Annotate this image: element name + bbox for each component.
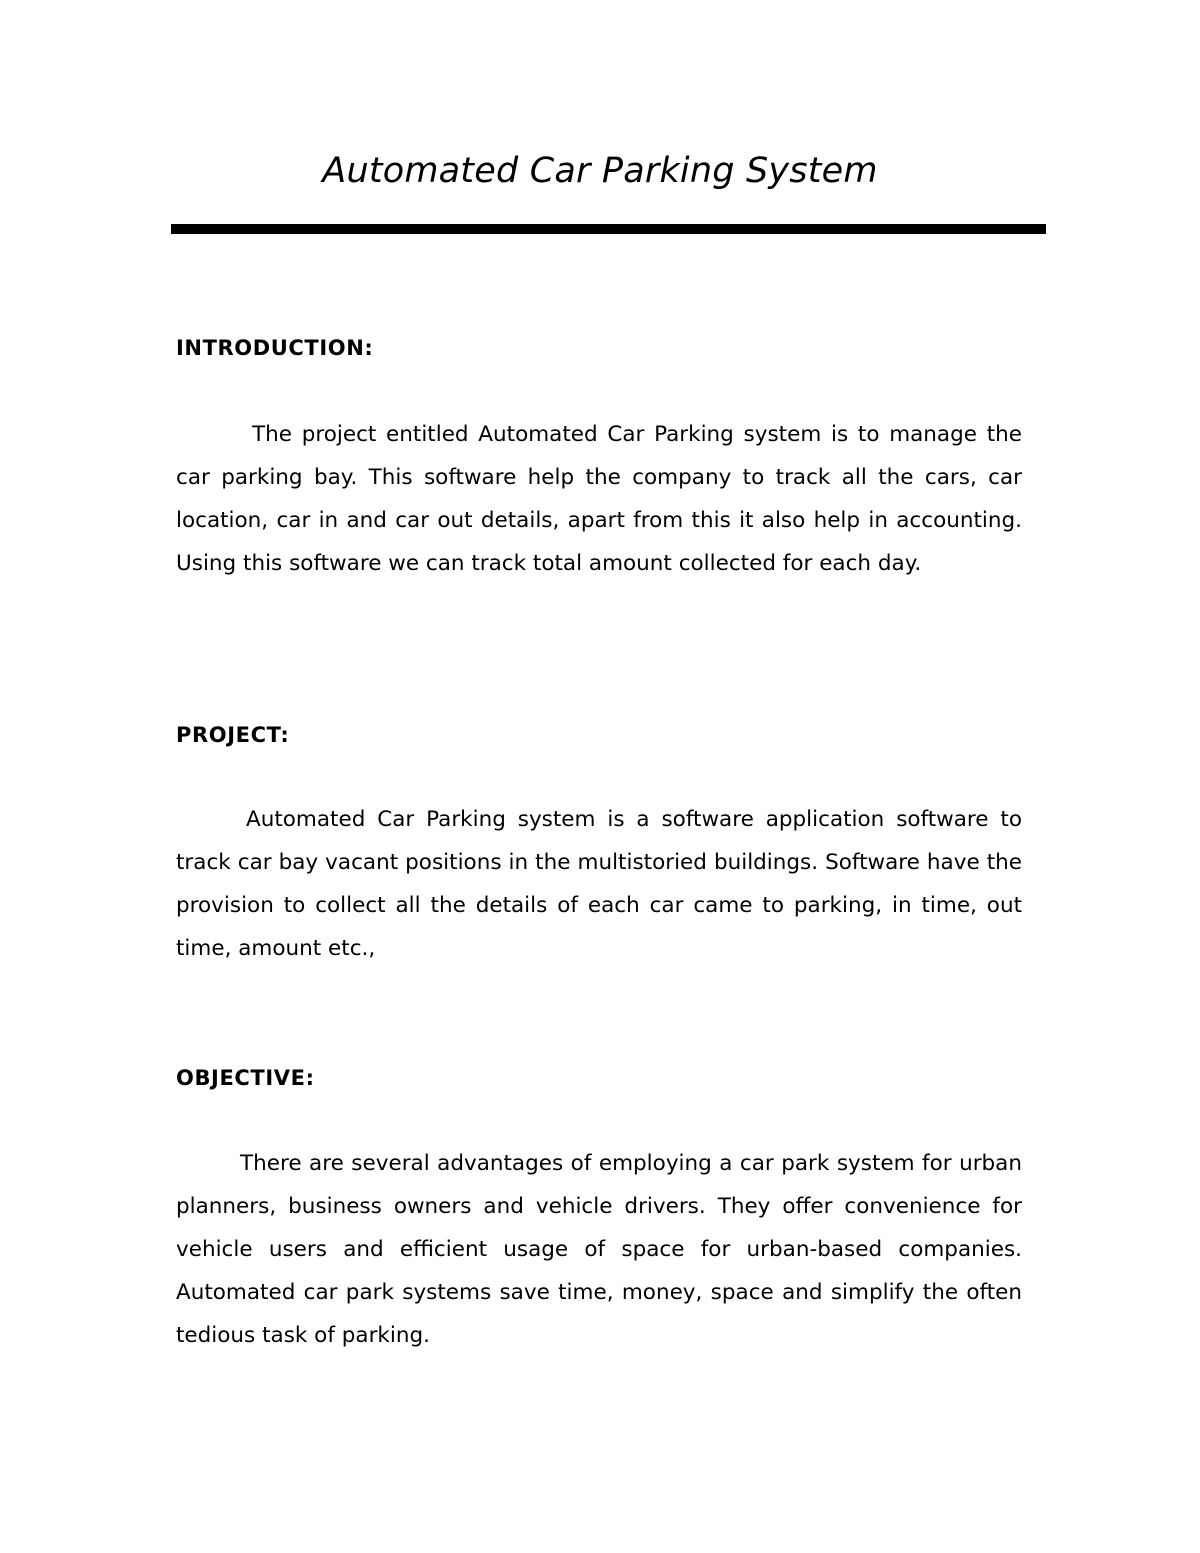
objective-paragraph: There are several advantages of employing a car park system for urban planners, business owners and vehicle drivers. They offer convenience for vehicle users and efficient usage of space for urban-based companies. Automated car park systems save time, money, space and simplify the often tedious task of parking. xyxy=(176,1151,1022,1348)
title-divider xyxy=(171,224,1046,234)
document-title: Automated Car Parking System xyxy=(322,151,878,191)
introduction-paragraph: The project entitled Automated Car Parking system is to manage the car parking bay. This software help the company to track all the cars, car location, car in and car out details, apart from this it also help in accounting. Using this software we can track total amount collected for each day. xyxy=(176,422,1022,576)
introduction-heading-block xyxy=(176,333,1022,363)
introduction-body-block xyxy=(176,413,1022,585)
project-body-block xyxy=(176,798,1022,970)
objective-heading-block xyxy=(176,1063,1022,1093)
introduction-heading: INTRODUCTION: xyxy=(176,336,374,360)
objective-heading: OBJECTIVE: xyxy=(176,1066,315,1090)
project-heading: PROJECT: xyxy=(176,723,290,747)
project-heading-block xyxy=(176,720,1022,750)
project-paragraph: Automated Car Parking system is a software application software to track car bay vacant positions in the multistoried buildings. Software have the provision to collect all the details of each car came to parking, in time, out time, amount etc., xyxy=(176,807,1022,961)
objective-body-block xyxy=(176,1142,1022,1357)
